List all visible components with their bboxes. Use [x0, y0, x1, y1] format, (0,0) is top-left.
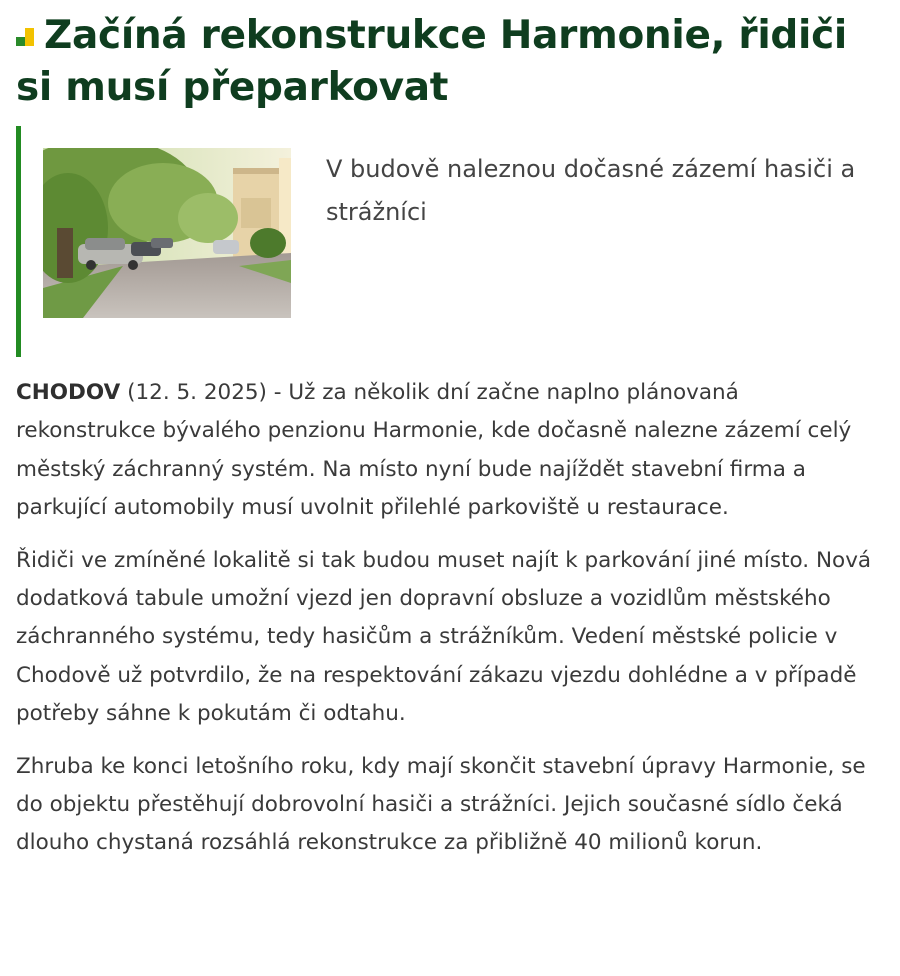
article: [16, 0, 884, 856]
lead-accent-bar: [16, 126, 21, 357]
body-paragraph: Zhruba ke konci letošního roku, kdy mají skončit stavební úpravy Harmonie, se do objektu přestěhují dobrovolní hasiči a strážníci. Jejich současné sídlo čeká dlouho chystaná rozsáhlá rekonstrukce za přibližně 40 milionů korun.: [16, 753, 866, 856]
body-paragraph: Řidiči ve zmíněné lokalitě si tak budou muset najít k parkování jiné místo. Nová dodatková tabule umožní vjezd jen dopravní obsluze a vozidlům městského záchranného systému, tedy hasičům a strážníkům. Vedení městské policie v Chodově už potvrdilo, že na respektování zákazu vjezdu dohlédne a v případě potřeby sáhne k pokutám či odtahu.: [16, 547, 872, 727]
body-paragraph: [16, 374, 884, 528]
lead-text: V budově naleznou dočasné zázemí hasiči a strážníci: [326, 155, 856, 226]
article-lead: [16, 126, 884, 357]
article-headline: [16, 0, 884, 114]
article-photo[interactable]: [43, 148, 291, 318]
green-yellow-square-icon: [16, 28, 34, 46]
article-body: [16, 374, 884, 877]
dateline-place: CHODOV: [16, 380, 121, 405]
paragraph-text: (12. 5. 2025) - Už za několik dní začne naplno plánovaná rekonstrukce bývalého penzionu Harmonie, kde dočasně nalezne zázemí celý městský záchranný systém. Na místo nyní bude najíždět stavební firma a parkující automobily musí uvolnit přilehlé parkoviště u restaurace.: [16, 380, 852, 521]
headline-text: Začíná rekonstrukce Harmonie, řidiči si musí přeparkovat: [16, 13, 847, 110]
